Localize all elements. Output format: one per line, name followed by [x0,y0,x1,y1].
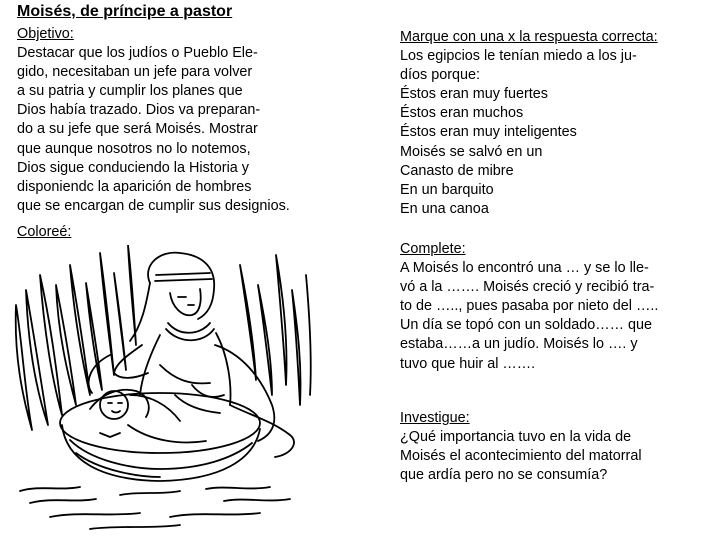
complete-line: vó a la ……. Moisés creció y recibió tra- [400,279,655,296]
complete-line: tuvo que huir al ……. [400,355,536,372]
marque-option[interactable]: Éstos eran muy inteligentes [400,124,577,141]
water-ripples [20,487,290,529]
moses-basket-coloring-illustration [10,245,312,535]
coloree-heading: Coloreé: [17,224,72,240]
complete-section [400,240,658,374]
marque-option[interactable]: En un barquito [400,181,494,198]
marque-line: díos porque: [400,67,481,84]
investigue-line: que ardía pero no se consumía? [400,467,608,484]
complete-line: Un día se topó con un soldado…… que [400,317,653,334]
objetivo-line: que se encargan de cumplir sus designios. [17,197,290,214]
objetivo-line: do a su jefe que será Moisés. Mostrar [17,121,258,138]
objetivo-heading: Objetivo: [17,26,74,42]
marque-option[interactable]: Canasto de mibre [400,162,514,179]
reeds-right [240,255,311,405]
complete-line: A Moisés lo encontró una … y se lo lle- [400,260,649,277]
objetivo-line: Dios había trazado. Dios va preparan- [17,102,261,119]
marque-line: Moisés se salvó en un [400,143,543,160]
marque-option[interactable]: Éstos eran muchos [400,105,524,122]
objetivo-line: Dios sigue conduciendo la Historia y [17,159,249,176]
objetivo-line: a su patria y cumplir los planes que [17,83,243,100]
page-title: Moisés, de príncipe a pastor [17,3,233,20]
marque-option[interactable]: En una canoa [400,200,489,217]
objetivo-line: disponiendc la aparición de hombres [17,178,252,195]
coloree-section [17,223,71,242]
complete-line: estaba……a un judío. Moisés lo …. y [400,336,638,353]
complete-heading: Complete: [400,241,466,257]
investigue-heading: Investigue: [400,410,470,426]
investigue-line: Moisés el acontecimiento del matorral [400,448,642,465]
objetivo-section [17,25,290,216]
investigue-section [400,409,642,485]
complete-line: to de ….., pues pasaba por nieto del ….. [400,298,659,315]
objetivo-line: que aunque nosotros no lo notemos, [17,140,251,157]
marque-heading: Marque con una x la respuesta correcta: [400,29,658,45]
objetivo-line: Destacar que los judíos o Pueblo Ele- [17,45,258,62]
marque-line: Los egipcios le tenían miedo a los ju- [400,48,637,65]
objetivo-line: gido, necesitaban un jefe para volver [17,64,253,81]
marque-section [400,28,658,219]
marque-option[interactable]: Éstos eran muy fuertes [400,86,548,103]
woman-figure [89,253,294,457]
investigue-line: ¿Qué importancia tuvo en la vida de [400,429,632,446]
